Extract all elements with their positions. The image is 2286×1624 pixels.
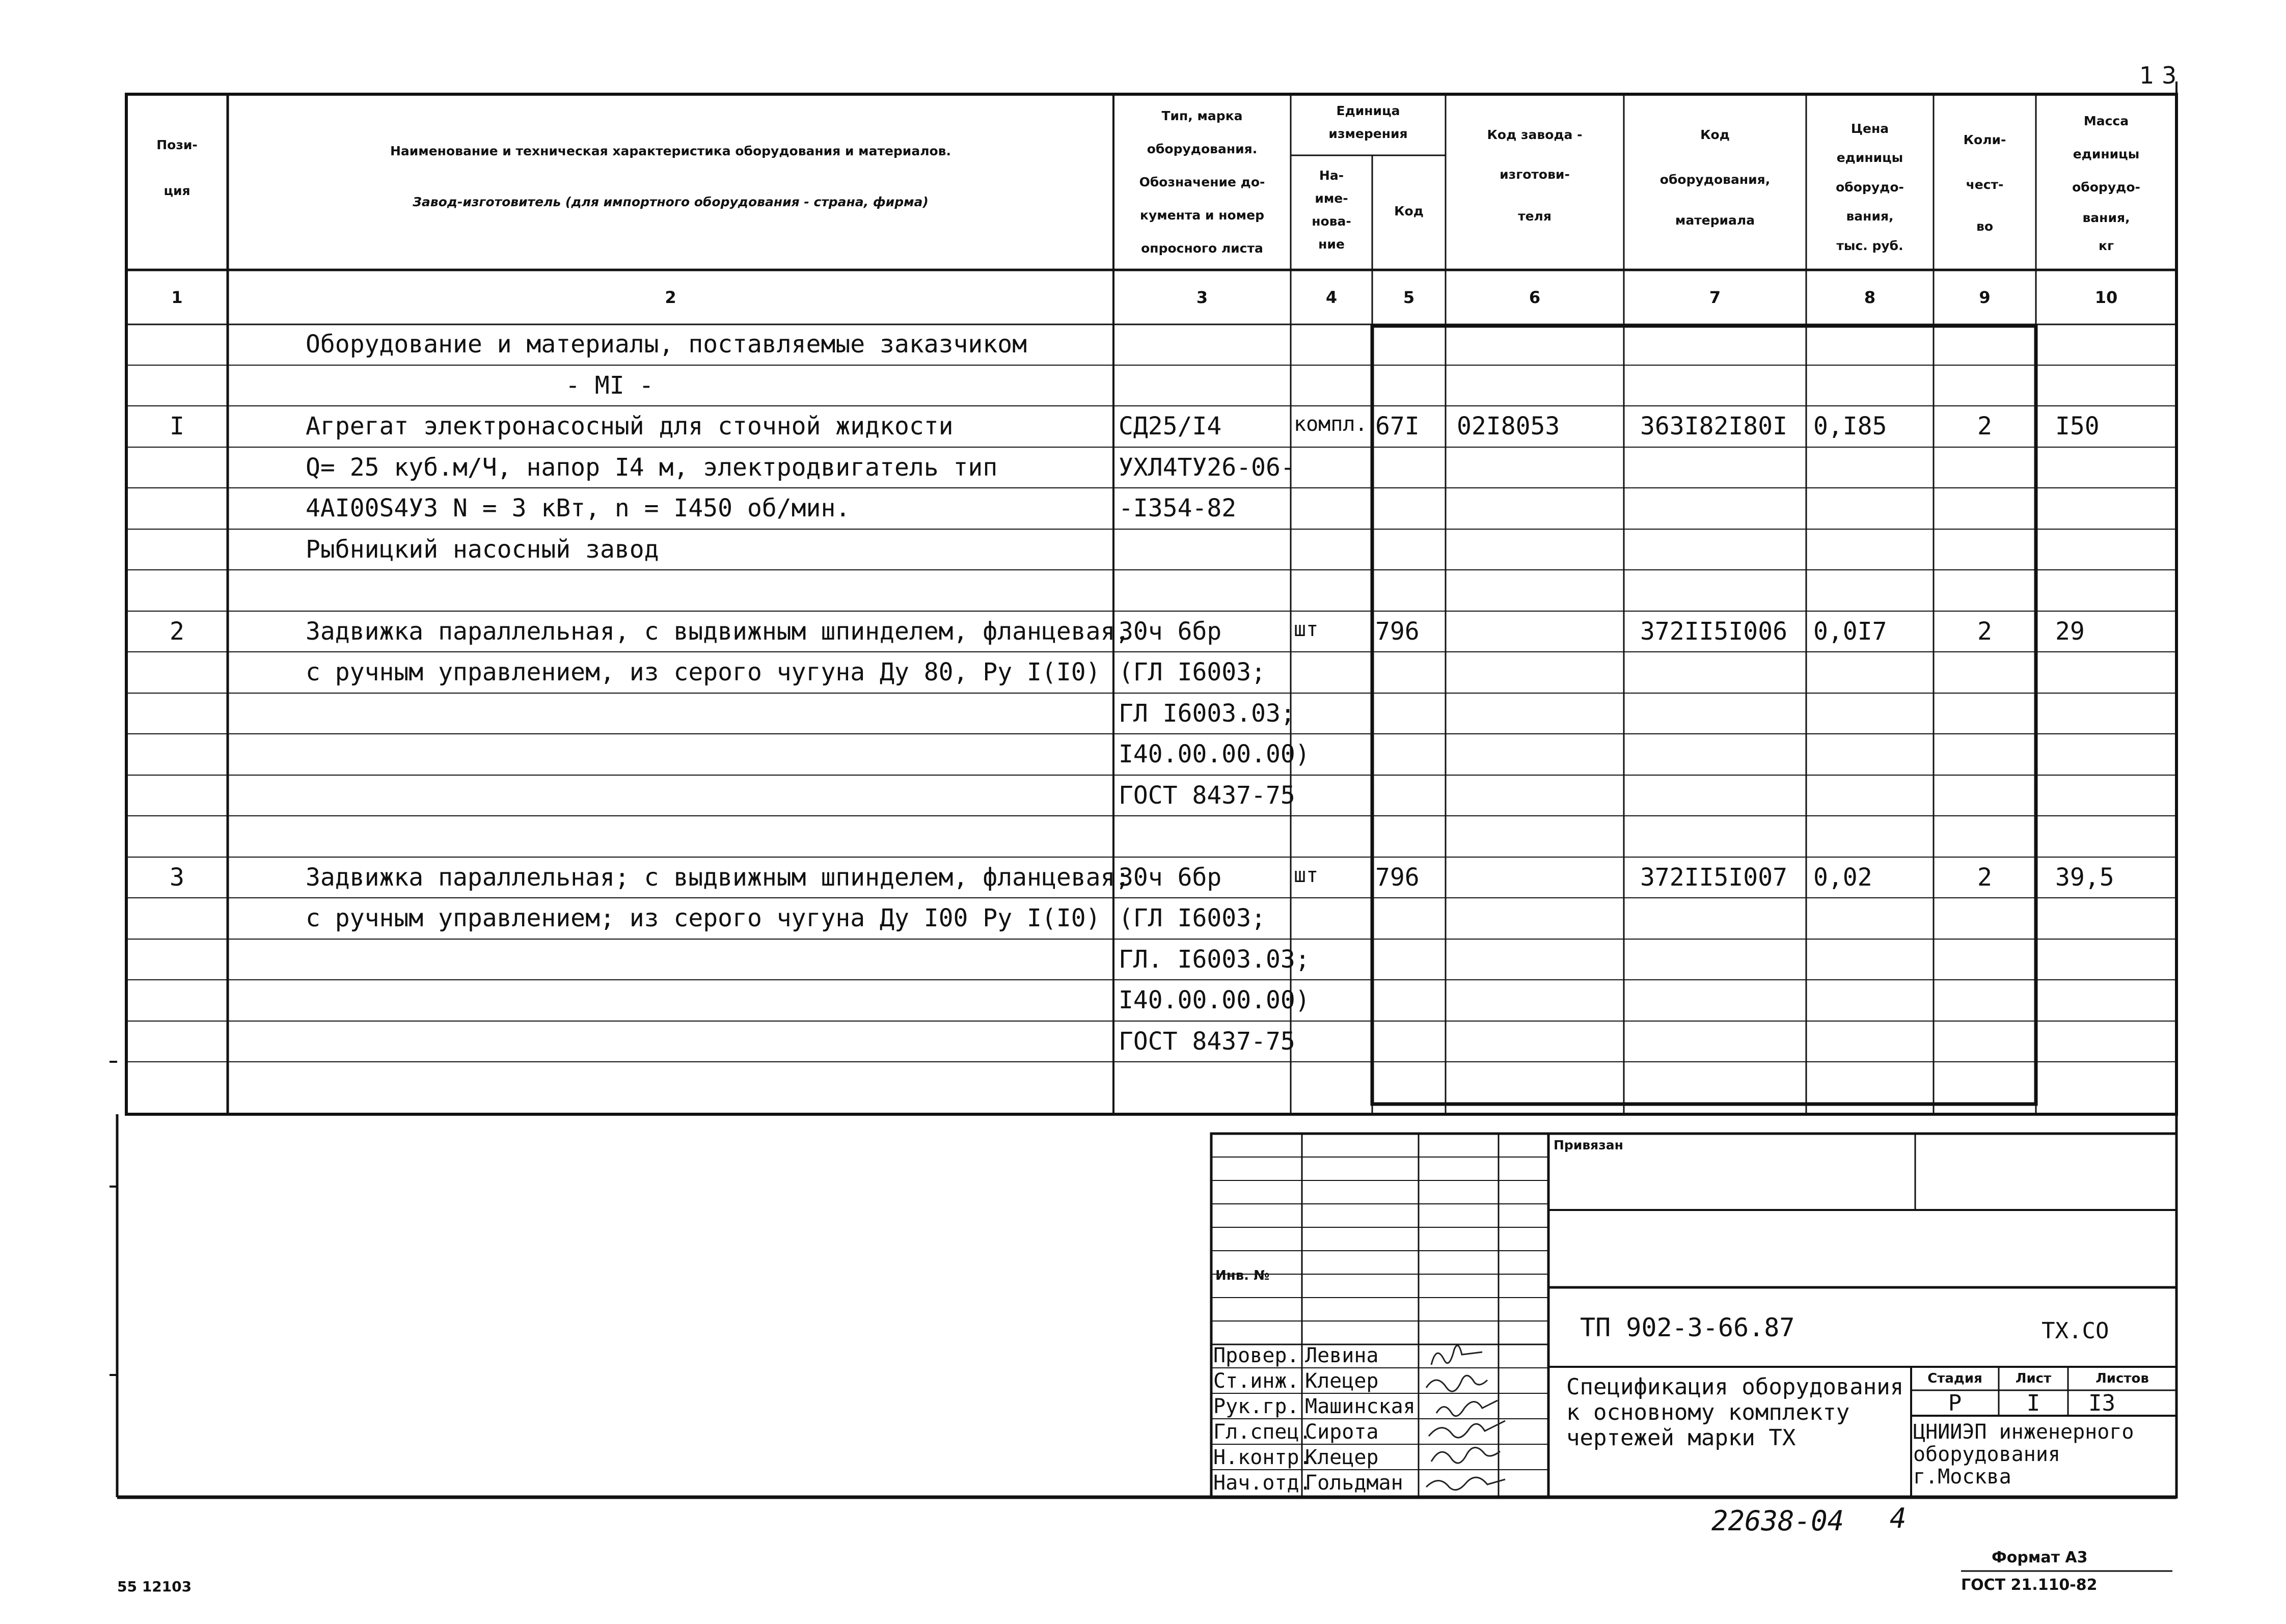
stage-label: Стадия <box>1927 1371 1982 1386</box>
cell-name: Задвижка параллельная, с выдвижным шпинделем, фланцевая, <box>306 617 1130 646</box>
cell-name: Q= 25 куб.м/Ч, напор I4 м, электродвигатель тип <box>306 453 998 482</box>
column-number-10: 10 <box>2094 288 2118 307</box>
cell-type: ГОСТ 8437-75 <box>1119 1027 1295 1056</box>
header-col6-line1: Код завода - <box>1487 127 1583 142</box>
cell-type: ГОСТ 8437-75 <box>1119 781 1295 810</box>
signer-role: Нач.отд. <box>1213 1471 1312 1495</box>
gost-label: ГОСТ 21.110-82 <box>1961 1576 2098 1594</box>
cell-type: 30ч 6бр <box>1119 617 1222 646</box>
sheet-value: I <box>2026 1390 2040 1416</box>
header-col9-line1: Коли- <box>1963 132 2006 147</box>
header-col10-line5: кг <box>2098 238 2114 253</box>
header-col7-line1: Код <box>1700 127 1730 142</box>
header-col10-line4: вания, <box>2082 210 2130 225</box>
header-col8-line2: единицы <box>1836 150 1903 165</box>
corner-mark: 1 3 <box>2139 62 2177 89</box>
cell-type: I40.00.00.00) <box>1119 740 1310 768</box>
cell-qty: 2 <box>1977 412 1992 441</box>
signer-name: Гольдман <box>1305 1471 1403 1495</box>
cell-unit: компл. <box>1294 412 1368 436</box>
signer-name: Клецер <box>1305 1446 1379 1469</box>
format-label: Формат А3 <box>1992 1549 2088 1566</box>
cell-name: с ручным управлением; из серого чугуна Ду I00 Ру I(I0) <box>306 904 1101 932</box>
header-col1-line1: Пози- <box>156 137 198 152</box>
cell-type: СД25/I4 <box>1119 412 1222 441</box>
sheets-label: Листов <box>2096 1371 2149 1386</box>
column-number-5: 5 <box>1403 288 1415 307</box>
cell-qty: 2 <box>1977 617 1992 646</box>
cell-type: ГЛ. I6003.03; <box>1119 945 1310 974</box>
cell-price: 0,0I7 <box>1813 617 1887 646</box>
cell-name: Рыбницкий насосный завод <box>306 535 659 564</box>
doc-code: ТП 902-3-66.87 <box>1580 1313 1795 1342</box>
header-col10-line2: единицы <box>2073 147 2140 161</box>
cell-code: 67I <box>1375 412 1420 441</box>
cell-qty: 2 <box>1977 863 1992 892</box>
header-col6-line2: изготови- <box>1500 167 1570 182</box>
header-col9-line2: чест- <box>1966 177 2004 192</box>
cell-factory: 02I8053 <box>1457 412 1560 441</box>
archive-number: 22638-04 <box>1711 1505 1844 1537</box>
header-col4-line4: ние <box>1318 237 1345 252</box>
cell-type: УХЛ4ТУ26-06- <box>1119 453 1295 482</box>
org-line2: оборудования <box>1913 1443 2060 1466</box>
header-col2-line2: Завод-изготовитель (для импортного оборудования - страна, фирма) <box>413 195 929 209</box>
cell-equip: 372II5I006 <box>1640 617 1787 646</box>
doc-title-line3: чертежей марки ТХ <box>1566 1425 1796 1451</box>
signer-name: Машинская <box>1305 1395 1416 1418</box>
cell-mass: 39,5 <box>2055 863 2114 892</box>
signer-name: Клецер <box>1305 1369 1379 1393</box>
cell-pos: I <box>170 412 184 441</box>
cell-type: I40.00.00.00) <box>1119 986 1310 1014</box>
header-col4-line1: На- <box>1319 168 1344 183</box>
cell-type: (ГЛ I6003; <box>1119 904 1266 932</box>
cell-name: с ручным управлением, из серого чугуна Ду 80, Ру I(I0) <box>306 658 1101 686</box>
doc-title-line1: Спецификация оборудования <box>1566 1374 1904 1400</box>
signer-role: Рук.гр. <box>1213 1395 1299 1418</box>
header-col7-line3: материала <box>1675 213 1755 228</box>
signer-role: Ст.инж. <box>1213 1369 1299 1393</box>
cell-name: 4АI00S4УЗ N = 3 кВт, n = I450 об/мин. <box>306 494 851 522</box>
signer-name: Левина <box>1305 1344 1379 1367</box>
header-col3-line5: опросного листа <box>1141 241 1263 256</box>
header-unit-group-line1: Единица <box>1336 103 1400 118</box>
header-col2-line1: Наименование и техническая характеристика оборудования и материалов. <box>390 144 951 158</box>
signer-role: Гл.спец. <box>1213 1420 1312 1444</box>
header-col3-line2: оборудования. <box>1147 142 1258 156</box>
cell-unit: шт <box>1294 617 1319 641</box>
sheet-label: Лист <box>2015 1371 2052 1386</box>
cell-name: - МI - <box>565 371 654 400</box>
column-number-8: 8 <box>1864 288 1876 307</box>
column-number-1: 1 <box>171 288 183 307</box>
cell-pos: 3 <box>170 863 184 892</box>
cell-price: 0,I85 <box>1813 412 1887 441</box>
cell-mass: I50 <box>2055 412 2100 441</box>
archive-suffix: 4 <box>1890 1502 1907 1534</box>
doc-mark: ТХ.СО <box>2042 1318 2109 1344</box>
signer-role: Провер. <box>1213 1344 1299 1367</box>
cell-pos: 2 <box>170 617 184 646</box>
cell-name: Оборудование и материалы, поставляемые заказчиком <box>306 330 1027 359</box>
column-number-9: 9 <box>1979 288 1991 307</box>
privyazan-label: Привязан <box>1554 1138 1623 1152</box>
cell-name: Агрегат электронасосный для сточной жидкости <box>306 412 954 441</box>
signer-name: Сирота <box>1305 1420 1379 1444</box>
header-col10-line3: оборудо- <box>2072 180 2140 195</box>
cell-equip: 363I82I80I <box>1640 412 1787 441</box>
signer-role: Н.контр. <box>1213 1446 1312 1469</box>
header-col9-line3: во <box>1976 219 1993 234</box>
column-number-7: 7 <box>1709 288 1721 307</box>
header-col4-line3: нова- <box>1312 214 1351 229</box>
cell-type: 30ч 6бр <box>1119 863 1222 892</box>
cell-type: (ГЛ I6003; <box>1119 658 1266 686</box>
header-col5: Код <box>1394 204 1424 218</box>
header-col3-line3: Обозначение до- <box>1139 175 1265 189</box>
column-number-4: 4 <box>1325 288 1338 307</box>
header-col6-line3: теля <box>1518 209 1552 224</box>
header-col7-line2: оборудования, <box>1659 172 1771 187</box>
cell-equip: 372II5I007 <box>1640 863 1787 892</box>
header-col8-line5: тыс. руб. <box>1836 238 1903 253</box>
column-number-6: 6 <box>1529 288 1541 307</box>
header-col3-line1: Тип, марка <box>1161 108 1243 123</box>
stage-value: Р <box>1948 1390 1962 1416</box>
header-col8-line3: оборудо- <box>1836 180 1904 195</box>
column-number-3: 3 <box>1196 288 1208 307</box>
header-col8-line4: вания, <box>1846 209 1894 224</box>
print-code: 55 12103 <box>117 1578 192 1595</box>
inv-no-label: Инв. № <box>1215 1268 1270 1283</box>
cell-type: ГЛ I6003.03; <box>1119 699 1295 728</box>
cell-code: 796 <box>1375 863 1420 892</box>
cell-code: 796 <box>1375 617 1420 646</box>
column-number-2: 2 <box>665 288 676 307</box>
header-col10-line1: Масса <box>2083 114 2129 128</box>
cell-price: 0,02 <box>1813 863 1872 892</box>
cell-type: -I354-82 <box>1119 494 1237 522</box>
header-col4-line2: име- <box>1315 191 1348 206</box>
org-line3: г.Москва <box>1913 1465 2011 1489</box>
cell-unit: шт <box>1294 863 1319 887</box>
header-unit-group-line2: измерения <box>1328 126 1408 141</box>
cell-name: Задвижка параллельная; с выдвижным шпинделем, фланцевая; <box>306 863 1130 892</box>
doc-title-line2: к основному комплекту <box>1566 1399 1850 1425</box>
cell-mass: 29 <box>2055 617 2085 646</box>
header-col3-line4: кумента и номер <box>1140 208 1264 223</box>
header-col8-line1: Цена <box>1850 121 1889 136</box>
sheets-value: I3 <box>2088 1390 2115 1416</box>
header-col1-line2: ция <box>164 183 190 198</box>
org-line1: ЦНИИЭП инженерного <box>1913 1420 2134 1444</box>
